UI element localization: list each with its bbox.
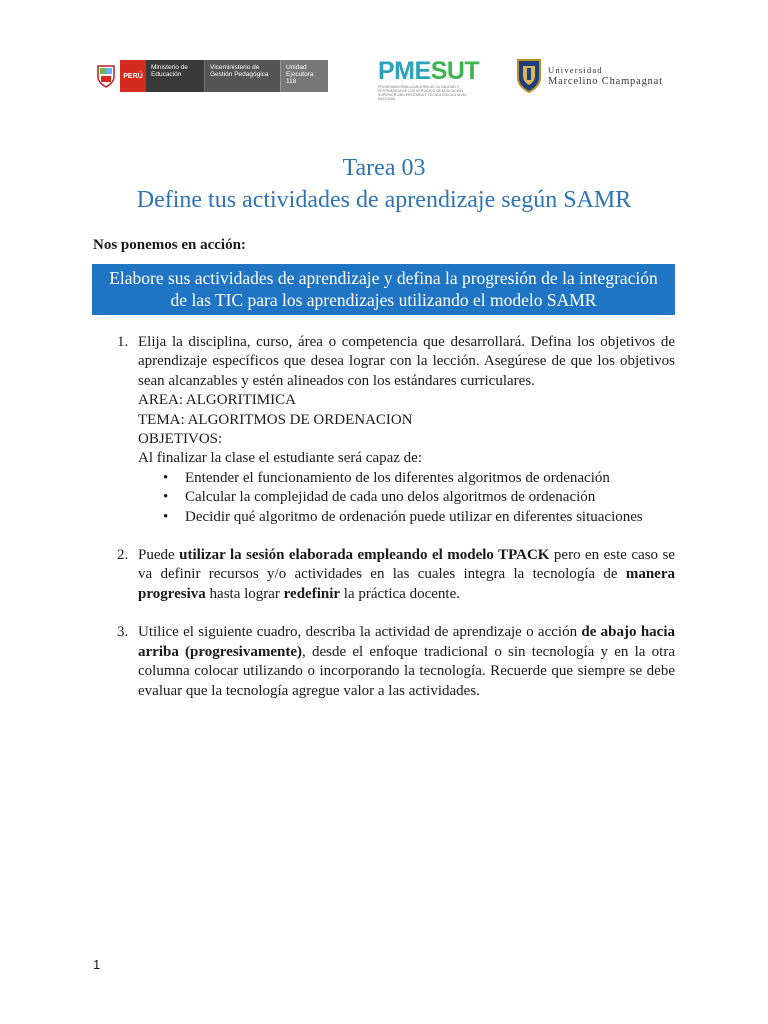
government-logo (96, 60, 328, 92)
item-number: 1. (117, 334, 129, 350)
section-label: Nos ponemos en acción: (93, 237, 246, 253)
instructions-list (117, 333, 675, 720)
pmesut-wordmark (378, 58, 479, 84)
bold-run: manera progresiva (138, 566, 675, 602)
area-line: AREA: ALGORITIMICA (138, 392, 296, 409)
university-shield-icon (516, 58, 542, 94)
text-run: pero en este caso se va definir recursos y/o actividades en las cuales integra la tecnología de (138, 547, 676, 583)
objective-item: • Calcular la complejidad de cada uno delos algoritmos de ordenación (138, 488, 675, 507)
banner-line-2: de las TIC para los aprendizajes utilizando el modelo SAMR (170, 290, 597, 310)
objetivos-line: OBJETIVOS: (138, 431, 223, 448)
university-name-line1: Universidad (548, 65, 603, 75)
item-2-text (138, 546, 675, 604)
tema-line: TEMA: ALGORITMOS DE ORDENACION (138, 411, 413, 428)
banner-line-1: Elabore sus actividades de aprendizaje y defina la progresión de la integración (109, 268, 658, 288)
objective-item: • Decidir qué algoritmo de ordenación puede utilizar en diferentes situaciones (138, 508, 675, 527)
viceministry-box: Viceministerio de Gestión Pedagógica (204, 60, 280, 92)
objective-item: • Entender el funcionamiento de los diferentes algoritmos de ordenación (138, 469, 675, 488)
university-logo (516, 58, 663, 94)
university-name-line2: Marcelino Champagnat (548, 76, 663, 87)
item-3-text (138, 623, 675, 701)
text-run: hasta lograr (205, 585, 284, 602)
text-run: , desde el enfoque tradicional o sin tecnología y en la otra columna colocar utilizando o incorporando la tecnología. Recuerde que siempre se debe evaluar que la tecnología agregue valor a las actividades. (138, 643, 675, 699)
bold-run: de abajo hacia arriba (progresivamente) (138, 624, 675, 660)
objectives-list (138, 469, 675, 527)
list-item (117, 333, 675, 527)
item-1-intro: Elija la disciplina, curso, área o competencia que desarrollará. Defina los objetivos de aprendizaje específicos que desea lograr con la lección. Asegúrese de que los objetivos sean alcanzables y estén alineados con los estándares curriculares. (138, 334, 675, 389)
list-item (117, 546, 675, 604)
text-run: Utilice el siguiente cuadro, describa la actividad de aprendizaje o acción (138, 624, 582, 641)
page-number: 1 (93, 957, 101, 972)
list-item (117, 623, 675, 701)
bold-run: redefinir (283, 585, 341, 602)
item-number: 3. (117, 624, 129, 641)
task-title: Tarea 03 (342, 155, 426, 181)
ministry-box: Ministerio de Educación (146, 60, 204, 92)
bold-run: utilizar la sesión elaborada empleando el modelo TPACK (179, 547, 550, 564)
text-run: Puede (138, 547, 180, 564)
peru-coat-of-arms-icon (96, 64, 116, 88)
final-line: Al finalizar la clase el estudiante será capaz de: (138, 450, 423, 467)
instruction-banner (92, 264, 675, 315)
pmesut-sut: SUT (430, 57, 480, 85)
pmesut-logo (378, 58, 479, 101)
unit-box: Unidad Ejecutora 118 (280, 60, 328, 92)
task-subtitle: Define tus actividades de aprendizaje según SAMR (136, 187, 632, 213)
pmesut-subtitle: PROGRAMA PARA LA MEJORA DE LA CALIDAD Y PERTINENCIA DE LOS SERVICIOS DE EDUCACIÓN SUPERIOR UNIVERSITARIA Y TECNOLÓGICA A NIVEL NACIONAL (378, 85, 467, 101)
pmesut-pme: PME (378, 57, 431, 85)
item-number: 2. (117, 547, 129, 564)
peru-label: PERÚ (120, 60, 146, 92)
text-run: la práctica docente. (340, 585, 460, 602)
